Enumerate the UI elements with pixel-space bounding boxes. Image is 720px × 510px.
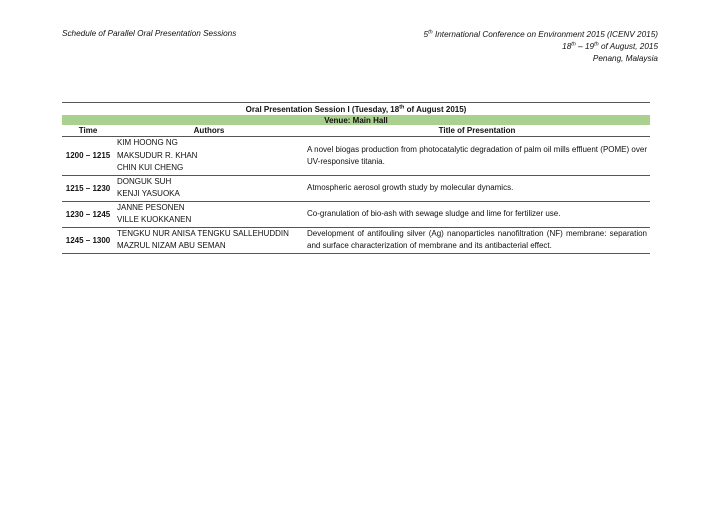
session-title-suffix: th — [399, 103, 405, 110]
date-end-suffix: th — [594, 41, 599, 48]
session-title-start: Oral Presentation Session I (Tuesday, 18 — [245, 104, 400, 114]
header-document-title: Schedule of Parallel Oral Presentation Sessions — [62, 29, 237, 38]
table-row — [62, 175, 650, 201]
date-start-suffix: th — [571, 41, 576, 48]
row-presentation-title: Atmospheric aerosol growth study by molecular dynamics. — [304, 175, 650, 201]
conference-dates — [424, 41, 658, 53]
author-name: CHIN KUI CHENG — [117, 163, 184, 172]
date-end: – 19 — [575, 42, 595, 51]
conference-name-text: International Conference on Environment 2015 (ICENV 2015) — [432, 30, 658, 39]
author-name: VILLE KUOKKANEN — [117, 215, 192, 224]
row-authors — [114, 137, 304, 176]
column-header-time: Time — [62, 125, 114, 137]
conference-location: Penang, Malaysia — [592, 54, 658, 63]
row-presentation-title: Co-granulation of bio-ash with sewage sludge and lime for fertilizer use. — [304, 201, 650, 227]
author-name: KIM HOONG NG — [117, 138, 178, 147]
table-row — [62, 137, 650, 176]
row-time: 1230 – 1245 — [62, 201, 114, 227]
row-authors — [114, 175, 304, 201]
conference-number-suffix: th — [428, 29, 433, 36]
author-name: MAKSUDUR R. KHAN — [117, 150, 198, 160]
table-row — [62, 201, 650, 227]
row-time: 1245 – 1300 — [62, 227, 114, 253]
session-title-end: of August 2015) — [404, 104, 467, 114]
session-schedule-table — [62, 102, 650, 254]
session-venue: Venue: Main Hall — [62, 115, 650, 125]
row-authors — [114, 227, 304, 253]
session-title — [62, 103, 650, 116]
date-start: 18 — [562, 42, 572, 51]
row-time: 1215 – 1230 — [62, 175, 114, 201]
column-header-authors: Authors — [114, 125, 304, 137]
row-presentation-title: Development of antifouling silver (Ag) nanoparticles nanofiltration (NF) membrane: separation and surface characterization of membrane and its antibacterial effect. — [304, 227, 650, 253]
author-name: DONGUK SUH — [117, 176, 172, 186]
conference-number: 5 — [423, 30, 429, 39]
header-conference-info — [424, 29, 658, 65]
author-name: TENGKU NUR ANISA TENGKU SALLEHUDDIN — [117, 228, 289, 238]
row-authors — [114, 201, 304, 227]
author-name: MAZRUL NIZAM ABU SEMAN — [117, 241, 226, 250]
author-name: KENJI YASUOKA — [117, 189, 180, 198]
row-time: 1200 – 1215 — [62, 137, 114, 176]
column-header-title: Title of Presentation — [304, 125, 650, 137]
table-row — [62, 227, 650, 253]
row-presentation-title: A novel biogas production from photocatalytic degradation of palm oil mills effluent (POME) over UV-responsive titania. — [304, 137, 650, 176]
conference-name — [424, 29, 658, 41]
author-name: JANNE PESONEN — [117, 202, 185, 212]
date-month-year: of August, 2015 — [598, 42, 658, 51]
